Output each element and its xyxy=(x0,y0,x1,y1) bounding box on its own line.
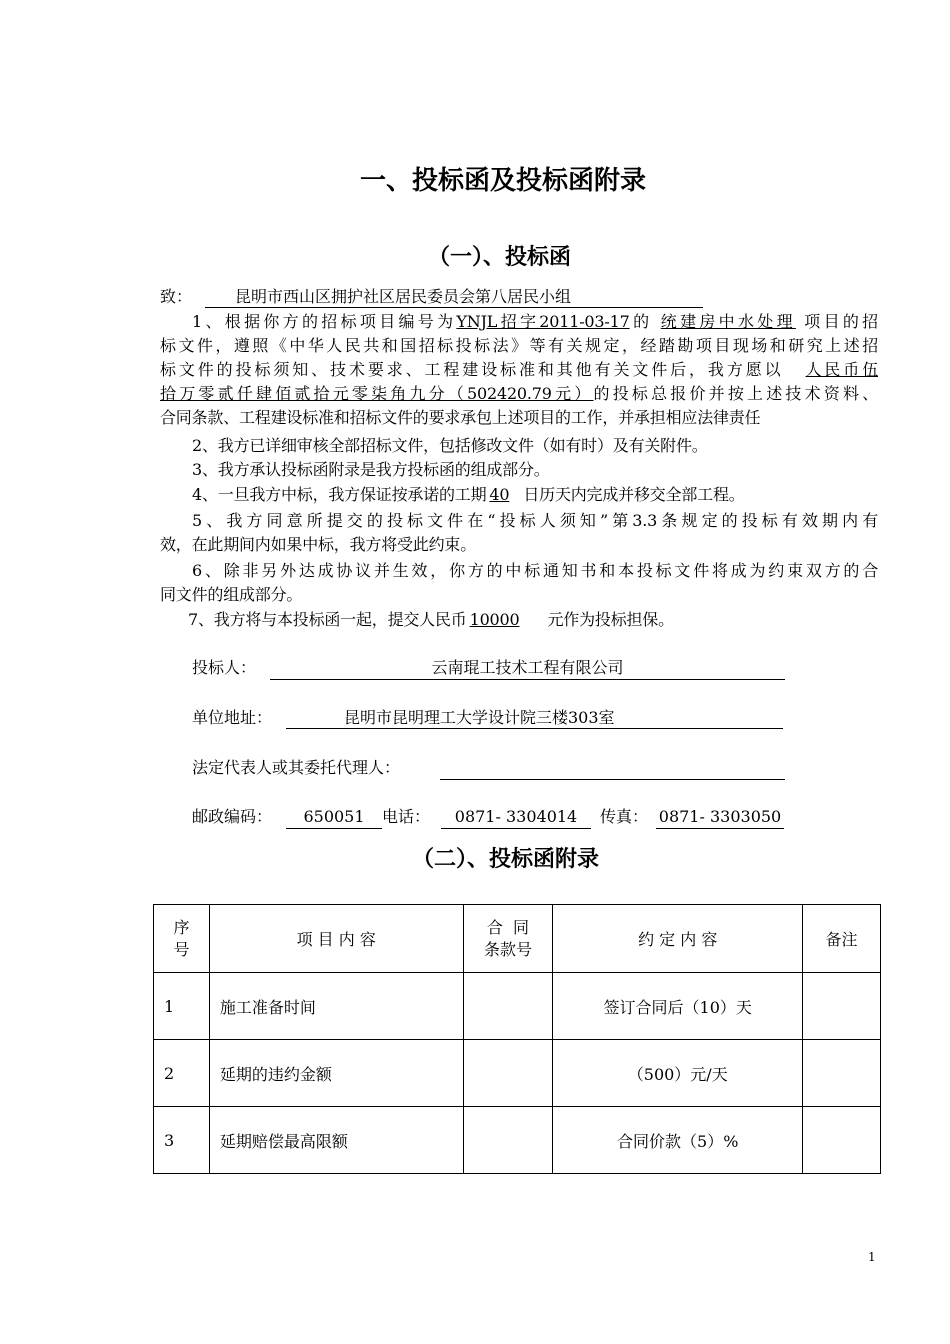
row-remark xyxy=(803,1107,881,1174)
para2: 2、我方已详细审核全部招标文件，包括修改文件（如有时）及有关附件。 xyxy=(192,436,708,455)
address-field: 昆明市昆明理工大学设计院三楼303室 xyxy=(286,707,783,729)
para4-text-a: 4、一旦我方中标，我方保证按承诺的工期 xyxy=(192,485,487,504)
address-label: 单位地址： xyxy=(192,708,273,727)
header-remark: 备注 xyxy=(803,905,881,973)
recipient-field: 昆明市西山区拥护社区居民委员会第八居民小组 xyxy=(205,286,703,308)
table-row xyxy=(154,1040,881,1107)
header-item: 项 目 内 容 xyxy=(209,905,463,973)
para1-text-a: 1、根据你方的招标项目编号为 xyxy=(192,312,457,331)
row-remark xyxy=(803,1040,881,1107)
para1-text-line3a: 标文件的投标须知、技术要求、工程建设标准和其他有关文件后，我方愿以 xyxy=(160,360,784,379)
para7-text-a: 7、我方将与本投标函一起，提交人民币 xyxy=(188,610,467,629)
header-clause-line1: 合 同 xyxy=(486,917,530,937)
para5-text-line1: 5、我方同意所提交的投标文件在“投标人须知”第3.3条规定的投标有效期内有 xyxy=(192,511,878,530)
row-no: 2 xyxy=(154,1040,210,1107)
header-no-line1: 序 xyxy=(173,917,190,937)
construction-days: 40 xyxy=(489,485,510,504)
header-content: 约 定 内 容 xyxy=(553,905,803,973)
para1-text-line4b: 的投标总报价并按上述技术资料、 xyxy=(593,384,878,403)
row-content: 签订合同后（10）天 xyxy=(553,973,803,1040)
representative-field xyxy=(440,757,785,780)
para7-text-b: 元作为投标担保。 xyxy=(547,610,674,629)
para1-text-b: 的 xyxy=(629,312,653,331)
para4-text-b: 日历天内完成并移交全部工程。 xyxy=(523,485,745,504)
row-clause xyxy=(463,973,553,1040)
representative-label: 法定代表人或其委托代理人： xyxy=(192,758,401,777)
para1-line5: 合同条款、工程建设标准和招标文件的要求承包上述项目的工作，并承担相应法律责任 xyxy=(160,408,761,427)
section2-title: （二）、投标函附录 xyxy=(412,847,600,872)
header-clause xyxy=(463,905,553,973)
para1-line4 xyxy=(160,382,878,406)
header-no xyxy=(154,905,210,973)
para1-line3 xyxy=(160,358,878,382)
table-row xyxy=(154,1107,881,1174)
postcode-field: 650051 xyxy=(286,806,382,829)
row-remark xyxy=(803,973,881,1040)
project-name: 统建房中水处理 xyxy=(660,312,796,331)
para4 xyxy=(192,483,878,507)
table-row xyxy=(154,973,881,1040)
fax-label: 传真： xyxy=(600,807,649,826)
row-content: （500）元/天 xyxy=(553,1040,803,1107)
phone-field: 0871- 3304014 xyxy=(441,806,591,829)
para7 xyxy=(188,608,878,632)
header-clause-line2: 条款号 xyxy=(483,939,532,959)
para1-line1 xyxy=(160,310,878,334)
para5-line2: 效，在此期间内如果中标，我方将受此约束。 xyxy=(160,535,477,554)
para1-line2: 标文件，遵照《中华人民共和国招标投标法》等有关规定，经踏勘项目现场和研究上述招 xyxy=(160,336,878,355)
bidder-field: 云南琨工技术工程有限公司 xyxy=(270,657,785,680)
row-item: 延期赔偿最高限额 xyxy=(209,1107,463,1174)
row-content: 合同价款（5）% xyxy=(553,1107,803,1174)
annex-table xyxy=(153,904,881,1174)
header-no-line2: 号 xyxy=(173,939,190,959)
phone-label: 电话： xyxy=(382,807,431,826)
bidder-label: 投标人： xyxy=(192,658,257,677)
row-clause xyxy=(463,1107,553,1174)
para6-text-line1: 6、除非另外达成协议并生效，你方的中标通知书和本投标文件将成为约束双方的合 xyxy=(192,561,878,580)
bid-bond-amount: 10000 xyxy=(469,610,520,629)
recipient-prefix: 致： xyxy=(160,287,193,306)
para6-line2: 同文件的组成部分。 xyxy=(160,585,303,604)
row-item: 延期的违约金额 xyxy=(209,1040,463,1107)
para3: 3、我方承认投标函附录是我方投标函的组成部分。 xyxy=(192,460,550,479)
bid-price-part1: 人民币伍 xyxy=(805,360,878,379)
row-no: 1 xyxy=(154,973,210,1040)
row-clause xyxy=(463,1040,553,1107)
annex-header-row xyxy=(154,905,881,973)
page-number: 1 xyxy=(868,1250,876,1264)
row-no: 3 xyxy=(154,1107,210,1174)
para1-text-c: 项目的招 xyxy=(804,312,878,331)
page-heading: 一、投标函及投标函附录 xyxy=(360,166,647,196)
para6-line1 xyxy=(160,559,878,583)
fax-field: 0871- 3303050 xyxy=(656,806,784,829)
project-number: YNJL招字2011-03-17 xyxy=(456,312,630,331)
bid-price-part2: 拾万零贰仟肆佰贰拾元零柒角九分（502420.79元） xyxy=(160,384,594,403)
para5-line1 xyxy=(160,509,878,533)
row-item: 施工准备时间 xyxy=(209,973,463,1040)
postcode-label: 邮政编码： xyxy=(192,807,273,826)
section1-title: （一）、投标函 xyxy=(428,245,572,270)
